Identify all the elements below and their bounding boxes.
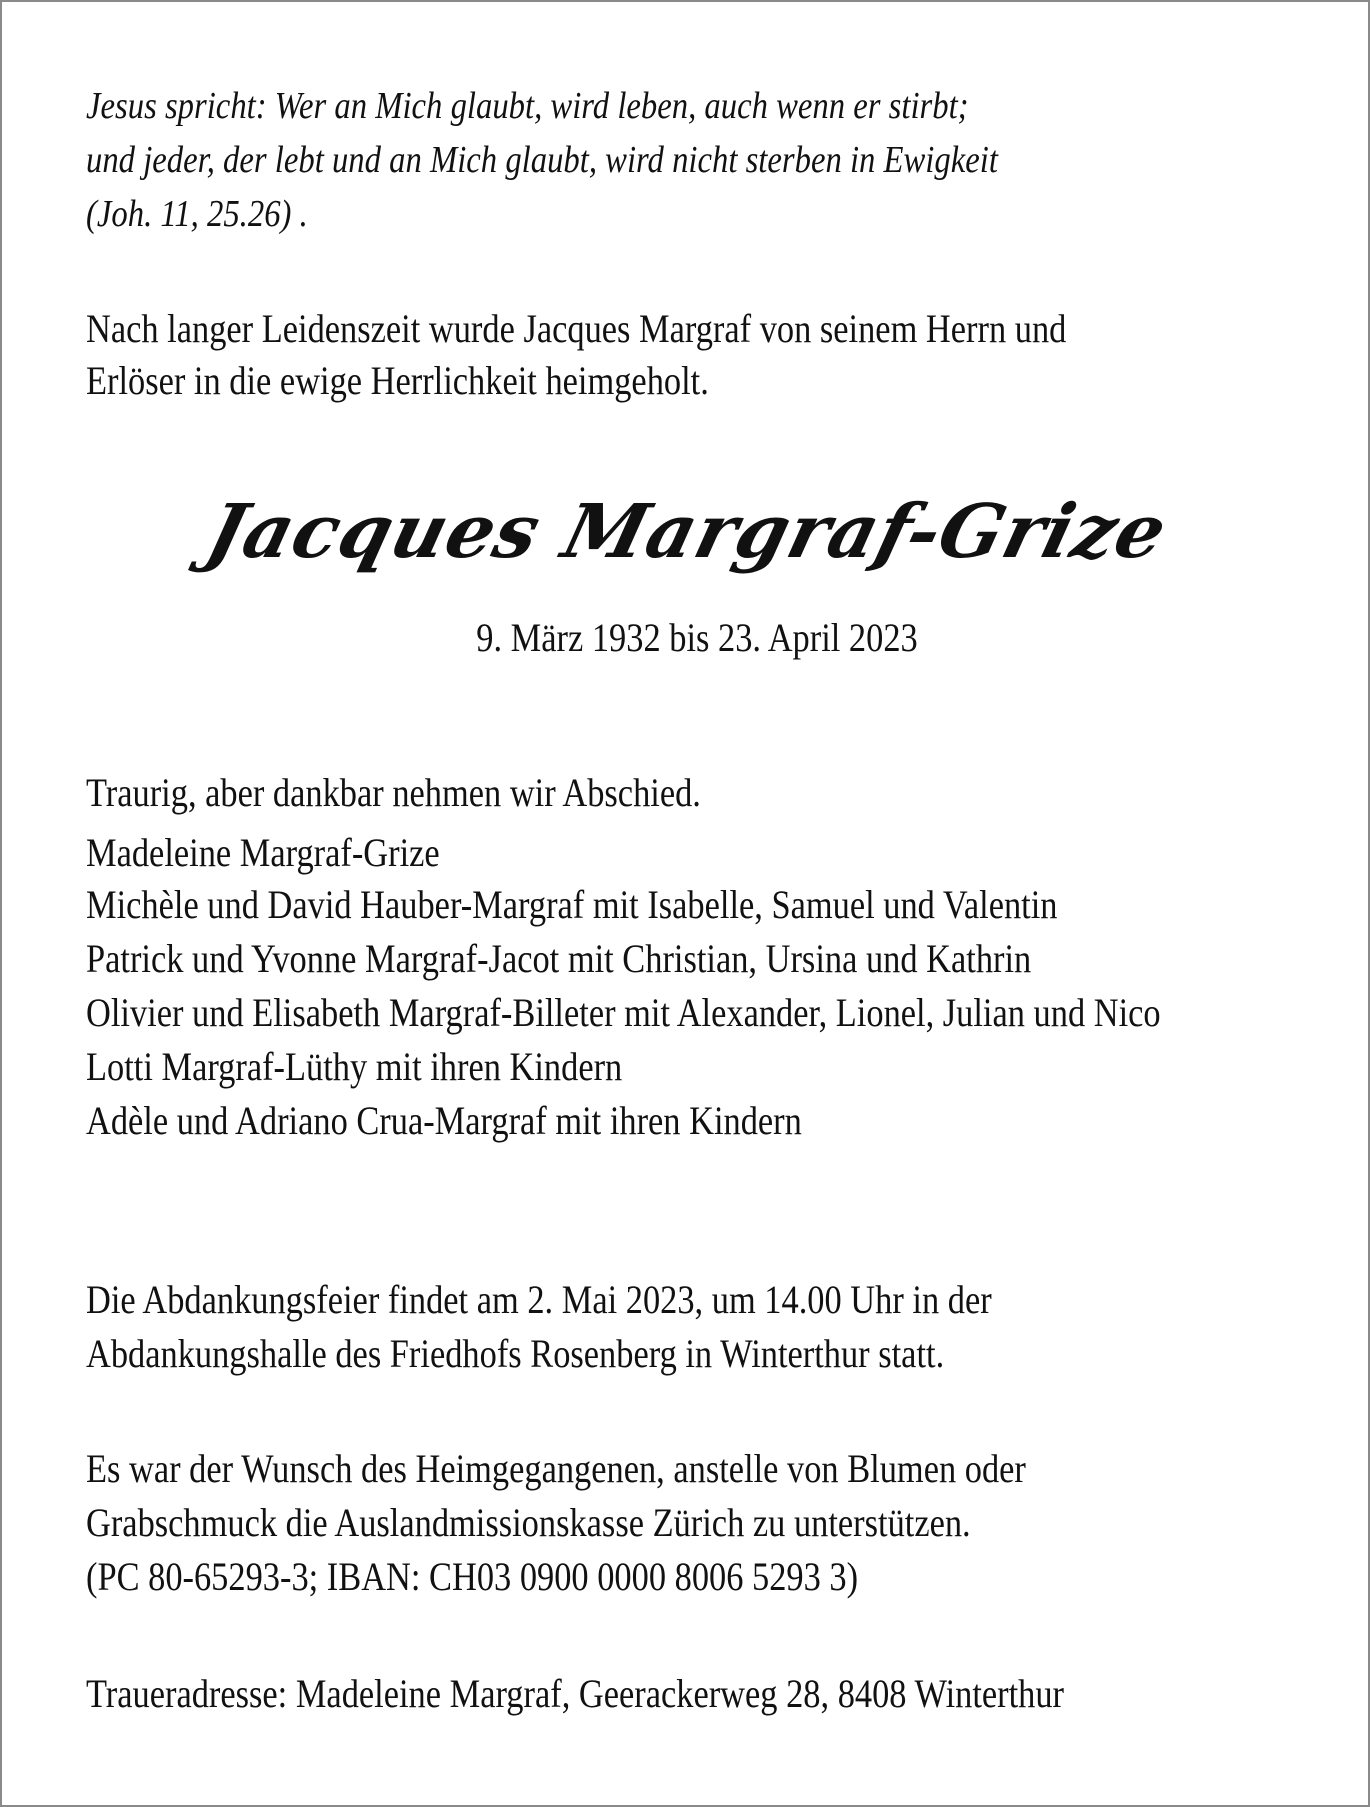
verse-line-2: und jeder, der lebt und an Mich glaubt, wird nicht sterben in Ewigkeit	[86, 139, 998, 181]
intro-line-2: Erlöser in die ewige Herrlichkeit heimgeholt.	[86, 358, 709, 403]
donation-line-1: Es war der Wunsch des Heimgegangenen, anstelle von Blumen oder	[86, 1446, 1026, 1491]
donation-line-2: Grabschmuck die Auslandmissionskasse Zürich zu unterstützen.	[86, 1500, 971, 1545]
intro-line-1: Nach langer Leidenszeit wurde Jacques Margraf von seinem Herrn und	[86, 306, 1067, 351]
mourner-line: Olivier und Elisabeth Margraf-Billeter mit Alexander, Lionel, Julian und Nico	[86, 990, 1161, 1035]
farewell-text: Traurig, aber dankbar nehmen wir Abschied.	[86, 770, 701, 815]
verse-line-3: (Joh. 11, 25.26) .	[86, 193, 308, 235]
donation-line-3: (PC 80-65293-3; IBAN: CH03 0900 0000 8006 5293 3)	[86, 1554, 859, 1599]
deceased-name: Jacques Margraf-Grize	[198, 489, 1176, 575]
life-dates: 9. März 1932 bis 23. April 2023	[476, 615, 918, 660]
ceremony-line-1: Die Abdankungsfeier findet am 2. Mai 2023, um 14.00 Uhr in der	[86, 1277, 992, 1322]
mourner-line: Lotti Margraf-Lüthy mit ihren Kindern	[86, 1044, 623, 1089]
mourner-line: Madeleine Margraf-Grize	[86, 830, 440, 875]
mourner-line: Adèle und Adriano Crua-Margraf mit ihren Kindern	[86, 1098, 802, 1143]
mourner-line: Patrick und Yvonne Margraf-Jacot mit Christian, Ursina und Kathrin	[86, 936, 1032, 981]
mourning-address: Traueradresse: Madeleine Margraf, Geerackerweg 28, 8408 Winterthur	[86, 1671, 1065, 1716]
ceremony-line-2: Abdankungshalle des Friedhofs Rosenberg in Winterthur statt.	[86, 1331, 945, 1376]
verse-line-1: Jesus spricht: Wer an Mich glaubt, wird leben, auch wenn er stirbt;	[86, 85, 969, 127]
mourner-line: Michèle und David Hauber-Margraf mit Isabelle, Samuel und Valentin	[86, 882, 1058, 927]
